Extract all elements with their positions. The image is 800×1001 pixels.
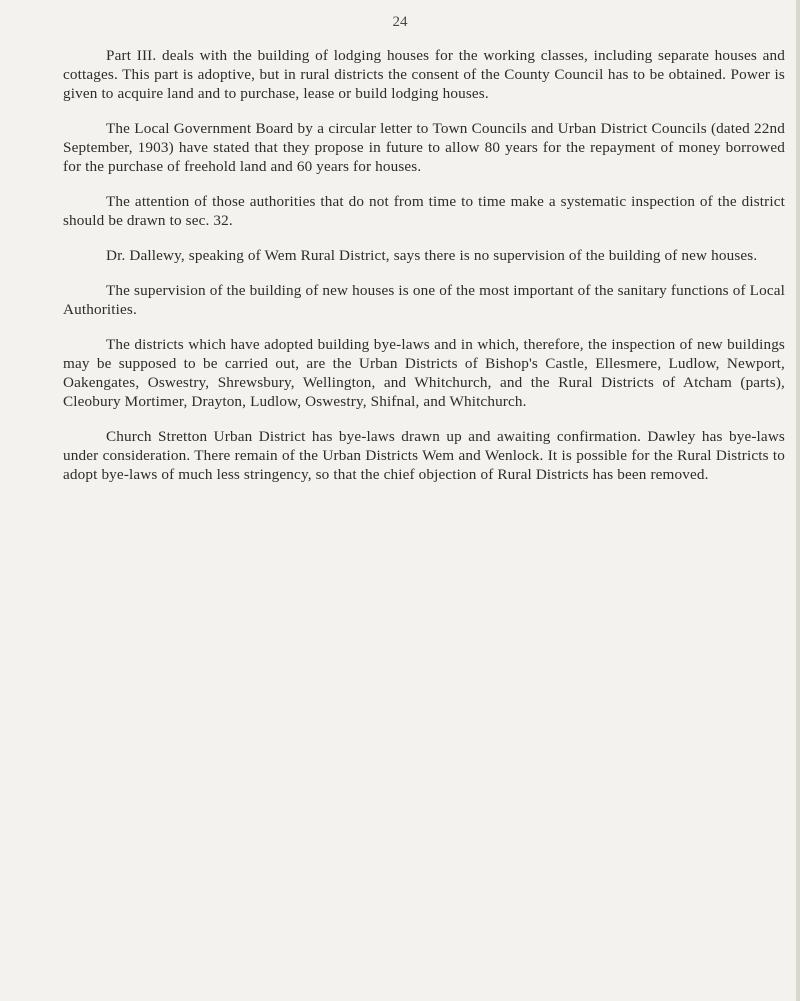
paragraph-supervision-importance: The supervision of the building of new houses is one of the most important of the sanitary functions of Local Authorities.: [63, 282, 785, 318]
document-body: [63, 46, 785, 500]
paragraph-part-three: Part III. deals with the building of lodging houses for the working classes, including separate houses and cottages. This part is adoptive, but in rural districts the consent of the County Council has to be obtained. Power is given to acquire land and to purchase, lease or build lodging houses.: [63, 47, 785, 102]
paragraph-local-government-board: The Local Government Board by a circular letter to Town Councils and Urban District Councils (dated 22nd September, 1903) have stated that they propose in future to allow 80 years for the repayment of money borrowed for the purchase of freehold land and 60 years for houses.: [63, 120, 785, 175]
paragraph-church-stretton: Church Stretton Urban District has bye-laws drawn up and awaiting confirmation. Dawley has bye-laws under consideration. There remain of the Urban Districts Wem and Wenlock. It is possible for the Rural Districts to adopt bye-laws of much less stringency, so that the chief objection of Rural Districts has been removed.: [63, 428, 785, 483]
page-number: 24: [392, 14, 408, 30]
paragraph-wem-rural-district: Dr. Dallewy, speaking of Wem Rural District, says there is no supervision of the building of new houses.: [106, 247, 758, 264]
paragraph-bye-law-districts: The districts which have adopted building bye-laws and in which, therefore, the inspection of new buildings may be supposed to be carried out, are the Urban Districts of Bishop's Castle, Ellesmere, Ludlow, Newport, Oakengates, Oswestry, Shrewsbury, Wellington, and Whitchurch, and the Rural Districts of Atcham (parts), Cleobury Mortimer, Drayton, Ludlow, Oswestry, Shifnal, and Whitchurch.: [63, 336, 785, 410]
page-edge: [796, 0, 800, 1001]
paragraph-inspection-attention: The attention of those authorities that do not from time to time make a systematic inspection of the district should be drawn to sec. 32.: [63, 193, 785, 229]
